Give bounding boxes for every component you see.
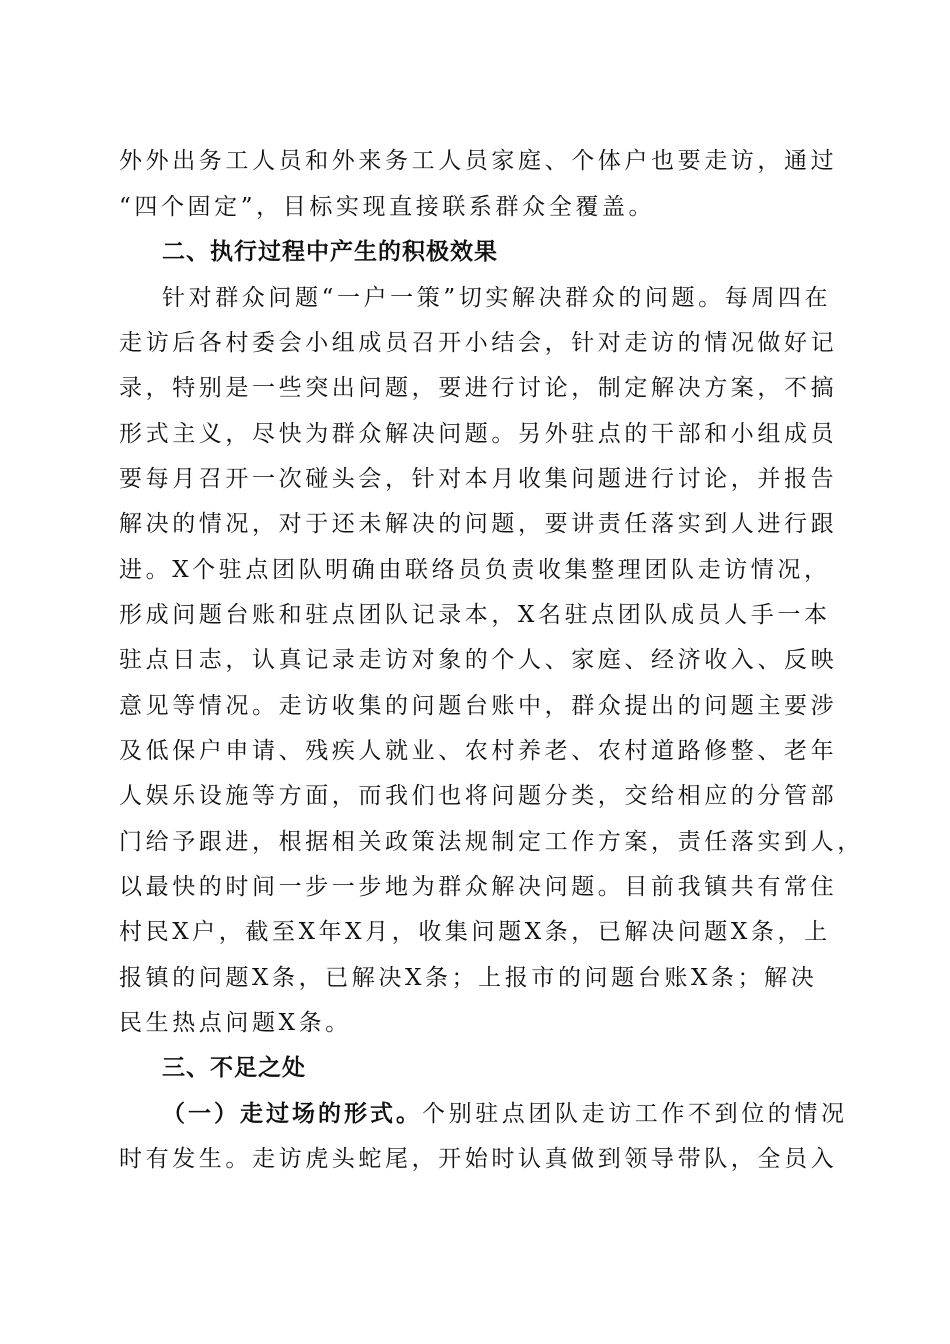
body-line: 意见等情况。走访收集的问题台账中，群众提出的问题主要涉 bbox=[119, 693, 838, 719]
section-heading-3: 三、不足之处 bbox=[162, 1055, 306, 1081]
subsection-lead: （一）走过场的形式。 bbox=[162, 1100, 422, 1127]
section-heading-2: 二、执行过程中产生的积极效果 bbox=[162, 239, 498, 265]
body-line: 时有发生。走访虎头蛇尾，开始时认真做到领导带队，全员入 bbox=[119, 1146, 838, 1172]
body-line: 录，特别是一些突出问题，要进行讨论，制定解决方案，不搞 bbox=[119, 375, 838, 401]
body-line: 进。X个驻点团队明确由联络员负责收集整理团队走访情况， bbox=[119, 557, 831, 583]
body-line: “四个固定”，目标实现直接联系群众全覆盖。 bbox=[119, 194, 656, 220]
body-line: 村民X户，截至X年X月，收集问题X条，已解决问题X条，上 bbox=[119, 919, 831, 945]
body-line: 解决的情况，对于还未解决的问题，要讲责任落实到人进行跟 bbox=[119, 511, 838, 537]
body-line: 以最快的时间一步一步地为群众解决问题。目前我镇共有常住 bbox=[119, 874, 838, 900]
body-line: 驻点日志，认真记录走访对象的个人、家庭、经济收入、反映 bbox=[119, 647, 838, 673]
body-line: 形式主义，尽快为群众解决问题。另外驻点的干部和小组成员 bbox=[119, 421, 838, 447]
body-line: 门给予跟进，根据相关政策法规制定工作方案，责任落实到人， bbox=[119, 829, 864, 855]
body-line: 民生热点问题X条。 bbox=[119, 1010, 352, 1036]
subsection-first-line bbox=[162, 1092, 848, 1136]
body-line: 形成问题台账和驻点团队记录本，X名驻点团队成员人手一本 bbox=[119, 602, 831, 628]
subsection-text: 个别驻点团队走访工作不到位的情况 bbox=[422, 1101, 848, 1127]
body-line: 报镇的问题X条，已解决X条；上报市的问题台账X条；解决 bbox=[119, 965, 818, 991]
body-line: 人娱乐设施等方面，而我们也将问题分类，交给相应的分管部 bbox=[119, 783, 838, 809]
body-line: 及低保户申请、残疾人就业、农村养老、农村道路修整、老年 bbox=[119, 738, 838, 764]
body-line: 要每月召开一次碰头会，针对本月收集问题进行讨论，并报告 bbox=[119, 466, 838, 492]
body-line: 外外出务工人员和外来务工人员家庭、个体户也要走访，通过 bbox=[119, 148, 838, 174]
body-line: 走访后各村委会小组成员召开小结会，针对走访的情况做好记 bbox=[119, 330, 838, 356]
paragraph-first-line: 针对群众问题“一户一策”切实解决群众的问题。每周四在 bbox=[162, 285, 832, 311]
